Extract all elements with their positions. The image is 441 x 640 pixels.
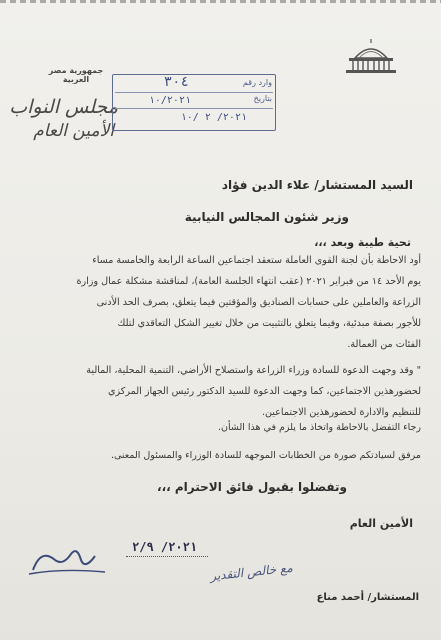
closing-line: وتفضلوا بقبول فائق الاحترام ،،، (157, 480, 347, 494)
paragraph-line: لحضورهذين الاجتماعين، كما وجهت الدعوة للسيد الدكتور رئيس الجهاز المركزي (107, 386, 421, 397)
stamp-date-label: بتاريخ (253, 94, 272, 103)
paragraph-line: يوم الأحد ١٤ من فبراير ٢٠٢١ (عقب انتهاء الجلسة العامة)، لمناقشة مشكلة عمال وزارة (76, 276, 421, 287)
stamp-divider (115, 108, 273, 109)
body-paragraph-2 (26, 360, 421, 423)
office-name: الأمين العام (33, 121, 114, 141)
house-name: مجلس النواب (9, 96, 118, 118)
greeting: تحية طيبة وبعد ،،، (314, 236, 411, 249)
enclosure-line: مرفق لسيادتكم صورة من الخطابات الموجهه للسادة الوزراء والمسئول المعنى. (110, 450, 421, 461)
paragraph-line: الزراعة والعاملين على حسابات الصناديق والمؤقتين فيما يتعلق، بصرف الحد الأدنى (96, 297, 421, 308)
body-paragraph-1 (26, 250, 421, 355)
stamp-date: ١٠/٢٠٢١ (148, 95, 191, 106)
request-line: رجاء التفضل بالاحاطة واتخاذ ما يلزم في هذا الشأن. (217, 422, 421, 433)
incoming-stamp (112, 74, 276, 131)
signatory-title: الأمين العام (349, 517, 413, 530)
addressee-name: السيد المستشار/ علاء الدين فؤاد (221, 178, 413, 192)
paragraph-line: " وقد وجهت الدعوة للسادة وزراء الزراعة واستصلاح الأراضي، التنمية المحلية، المالية (86, 365, 421, 376)
top-edge (0, 0, 441, 10)
signatory-name: المستشار/ أحمد مناع (316, 592, 419, 603)
stamp-date-handwritten: ٢٠٢١/ ٢ /١٠ (180, 112, 247, 123)
stamp-number-label: وارد رقم (242, 78, 272, 87)
date-underline (126, 556, 208, 557)
signature-scribble (21, 530, 111, 590)
paragraph-line: للتنظيم والادارة لحضورهذين الاجتماعين. (261, 407, 421, 418)
country-name: جمهورية مصر العربية (48, 66, 104, 84)
letter-date: ٢٠٢١/ ٢/٩ (132, 540, 198, 554)
stamp-divider (115, 92, 273, 93)
handwritten-note: مع خالص التقدير (209, 560, 294, 584)
stamp-number: ٣٠٤ (163, 74, 189, 90)
paragraph-line: أود الاحاطة بأن لجنة القوى العاملة ستعقد اجتماعين الساعة الرابعة والخامسة مساء (92, 255, 421, 266)
paragraph-line: للأجور بصفة مبدئية، وفيما يتعلق بالتثبيت من خلال تغيير الشكل التعاقدي لتلك (117, 318, 421, 329)
parliament-dome-icon (341, 36, 401, 76)
paragraph-line: الفئات من العمالة. (347, 339, 421, 350)
addressee-title: وزير شئون المجالس النيابية (184, 210, 349, 224)
